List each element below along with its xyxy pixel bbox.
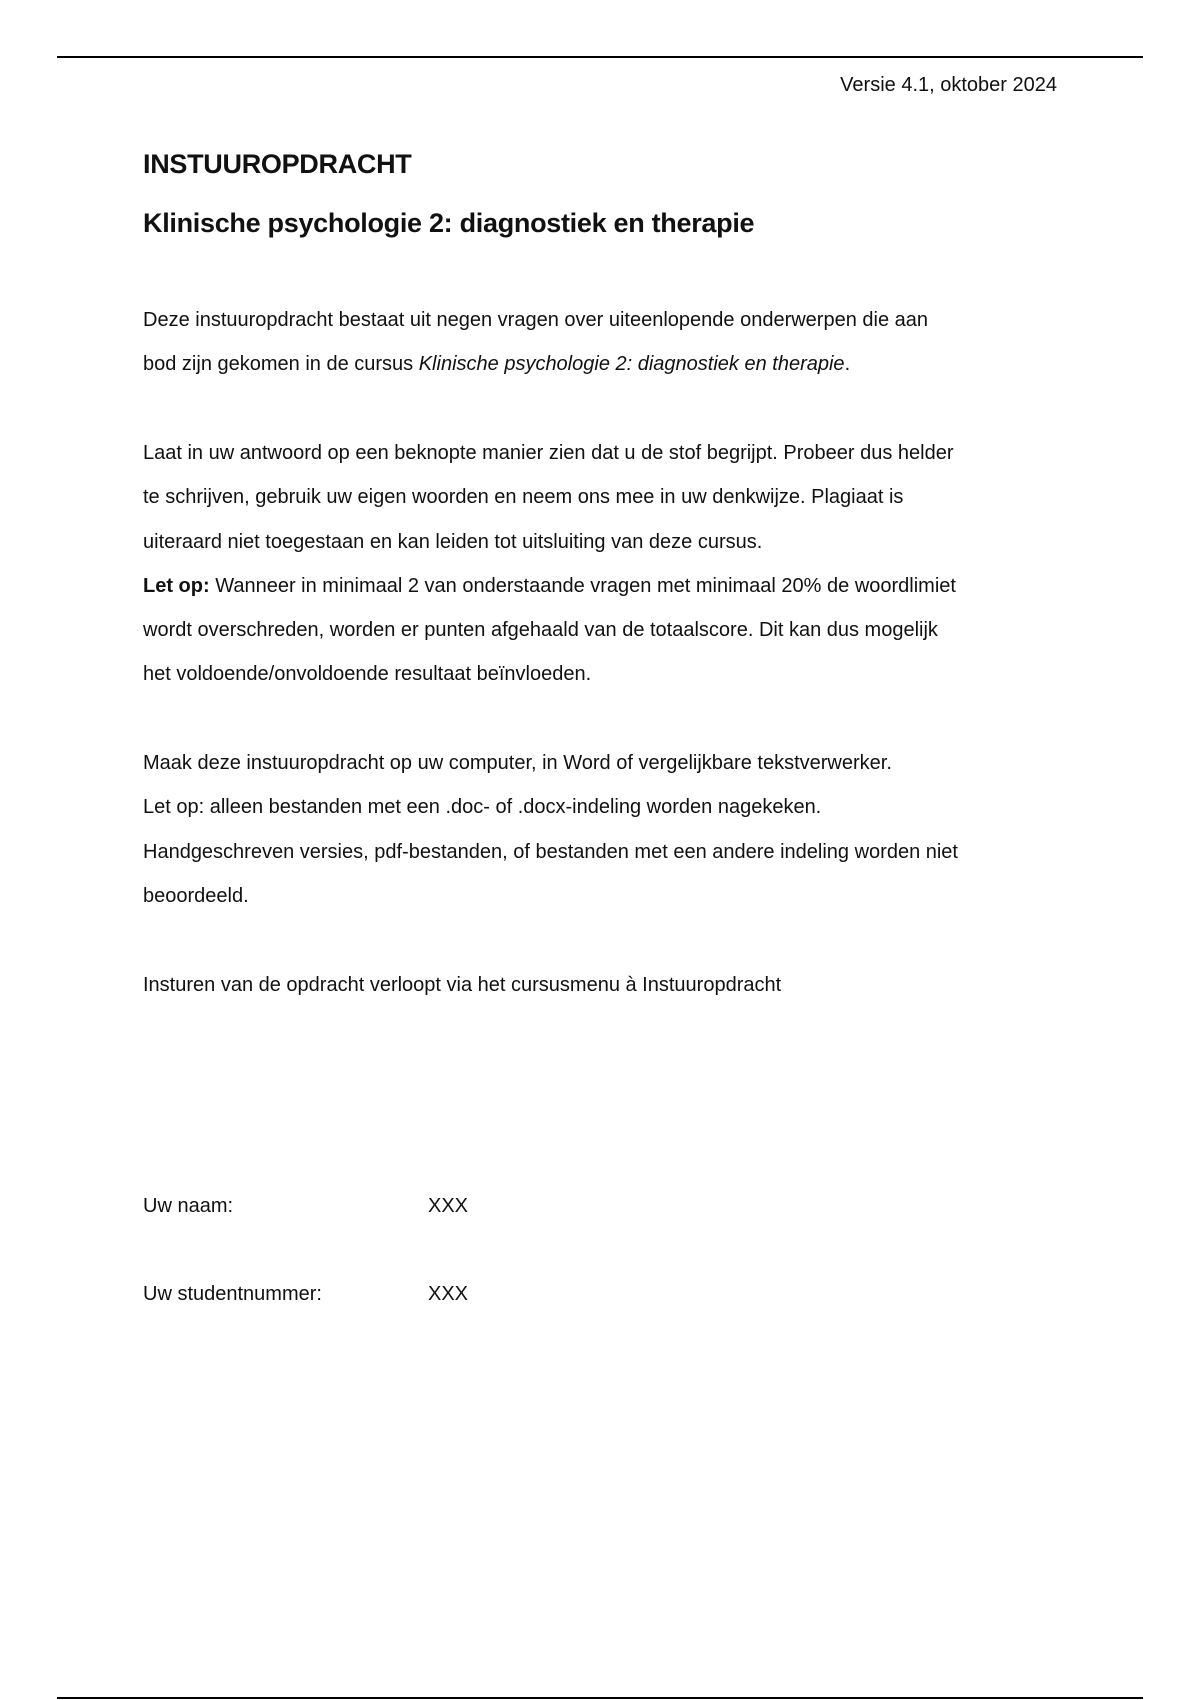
intro-text: . (844, 353, 851, 376)
name-value[interactable]: XXX (428, 1195, 469, 1217)
intro-paragraph (143, 298, 1053, 387)
student-number-value[interactable]: XXX (428, 1283, 469, 1305)
intro-line (143, 342, 1053, 386)
intro-line: Deze instuuropdracht bestaat uit negen vragen over uiteenlopende onderwerpen die aan (143, 309, 928, 331)
note-label: Let op: (143, 574, 210, 597)
header-rule (57, 56, 1143, 58)
note-text: Wanneer in minimaal 2 van onderstaande vragen met minimaal 20% de woordlimiet (209, 574, 956, 597)
intro-text: bod zijn gekomen in de cursus (143, 353, 419, 376)
note-line: het voldoende/onvoldoende resultaat beïnvloeden. (143, 663, 592, 686)
name-label: Uw naam: (143, 1195, 234, 1217)
format-line: beoordeeld. (143, 884, 249, 907)
version-label: Versie 4.1, oktober 2024 (840, 74, 1057, 96)
format-line: Maak deze instuuropdracht op uw computer, in Word of vergelijkbare tekstverwerker. (143, 752, 892, 774)
instructions-paragraph (143, 431, 1053, 697)
course-name: Klinische psychologie 2: diagnostiek en therapie (418, 353, 845, 376)
instructions-line: te schrijven, gebruik uw eigen woorden en neem ons mee in uw denkwijze. Plagiaat is (143, 486, 904, 509)
note-line: wordt overschreden, worden er punten afgehaald van de totaalscore. Dit kan dus mogelijk (143, 619, 938, 642)
instructions-line: Laat in uw antwoord op een beknopte manier zien dat u de stof begrijpt. Probeer dus helder (143, 442, 954, 464)
submission-paragraph (143, 963, 1053, 1007)
student-number-label: Uw studentnummer: (143, 1283, 322, 1305)
document-subtitle: Klinische psychologie 2: diagnostiek en therapie (143, 208, 755, 238)
document-title: INSTUUROPDRACHT (143, 149, 412, 179)
footer-rule (57, 1697, 1143, 1699)
instructions-line: uiteraard niet toegestaan en kan leiden tot uitsluiting van deze cursus. (143, 530, 763, 553)
format-line: Handgeschreven versies, pdf-bestanden, of bestanden met een andere indeling worden niet (143, 840, 958, 863)
submission-line: Insturen van de opdracht verloopt via het cursusmenu à Instuuropdracht (143, 974, 782, 996)
note-line (143, 564, 1053, 608)
format-line: Let op: alleen bestanden met een .doc- of .docx-indeling worden nagekeken. (143, 796, 822, 819)
format-paragraph (143, 741, 1053, 918)
